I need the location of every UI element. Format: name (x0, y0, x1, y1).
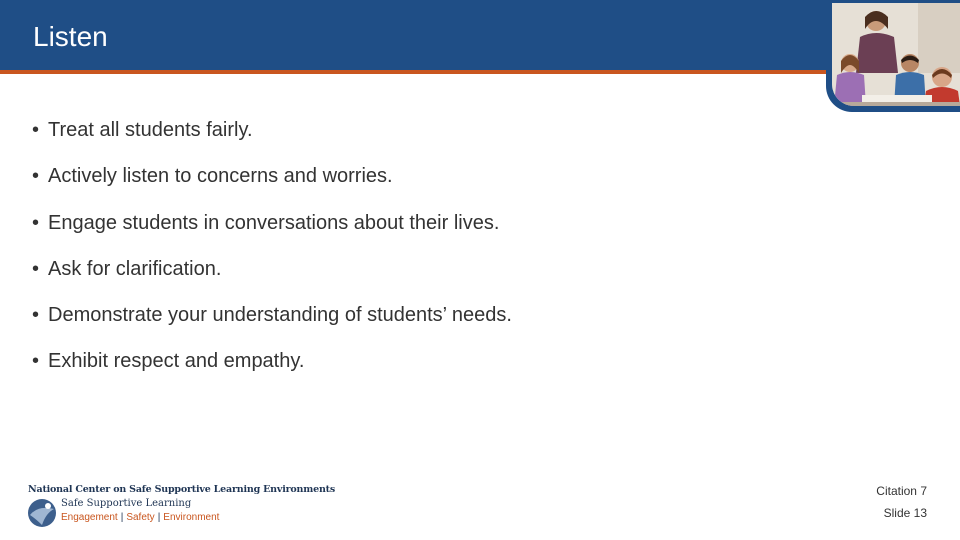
logo-separator: | (157, 512, 161, 523)
list-item (32, 298, 512, 332)
list-item (32, 113, 512, 147)
classroom-photo-illustration (832, 3, 960, 106)
bullet-marker: • (32, 304, 40, 327)
list-item (32, 159, 512, 193)
bullet-text: Exhibit respect and empathy. (48, 350, 305, 373)
bullet-text: Engage students in conversations about their lives. (48, 211, 500, 234)
classroom-photo-frame (826, 0, 960, 112)
bullet-marker: • (32, 119, 40, 141)
logo-tag-engagement: Engagement (61, 512, 118, 523)
logo-tag-safety: Safety (126, 512, 155, 523)
list-item (32, 206, 512, 240)
list-item (32, 344, 512, 378)
header-accent-rule (0, 70, 960, 74)
list-item (32, 252, 512, 286)
bullet-marker: • (32, 165, 40, 188)
logo-tag-environment: Environment (163, 512, 220, 523)
bullet-marker: • (32, 257, 40, 280)
slide-title: Listen (33, 21, 108, 52)
logo-tagline (61, 512, 219, 523)
globe-logo-icon (26, 497, 58, 529)
classroom-photo (832, 3, 960, 106)
bullet-text: Ask for clarification. (48, 257, 222, 280)
slide-number: Slide 13 (883, 506, 927, 520)
bullet-text: Demonstrate your understanding of students’ needs. (48, 304, 512, 327)
title-bar (0, 0, 960, 70)
logo-org-name: National Center on Safe Supportive Learning Environments (28, 484, 335, 495)
bullet-marker: • (32, 211, 40, 234)
bullet-marker: • (32, 350, 40, 373)
organization-logo (26, 484, 335, 530)
bullet-text: Actively listen to concerns and worries. (48, 165, 393, 188)
citation-label: Citation 7 (876, 484, 927, 498)
bullet-text: Treat all students fairly. (48, 119, 253, 141)
logo-separator: | (120, 512, 124, 523)
logo-name: Safe Supportive Learning (61, 498, 192, 509)
bullet-list (32, 113, 512, 391)
